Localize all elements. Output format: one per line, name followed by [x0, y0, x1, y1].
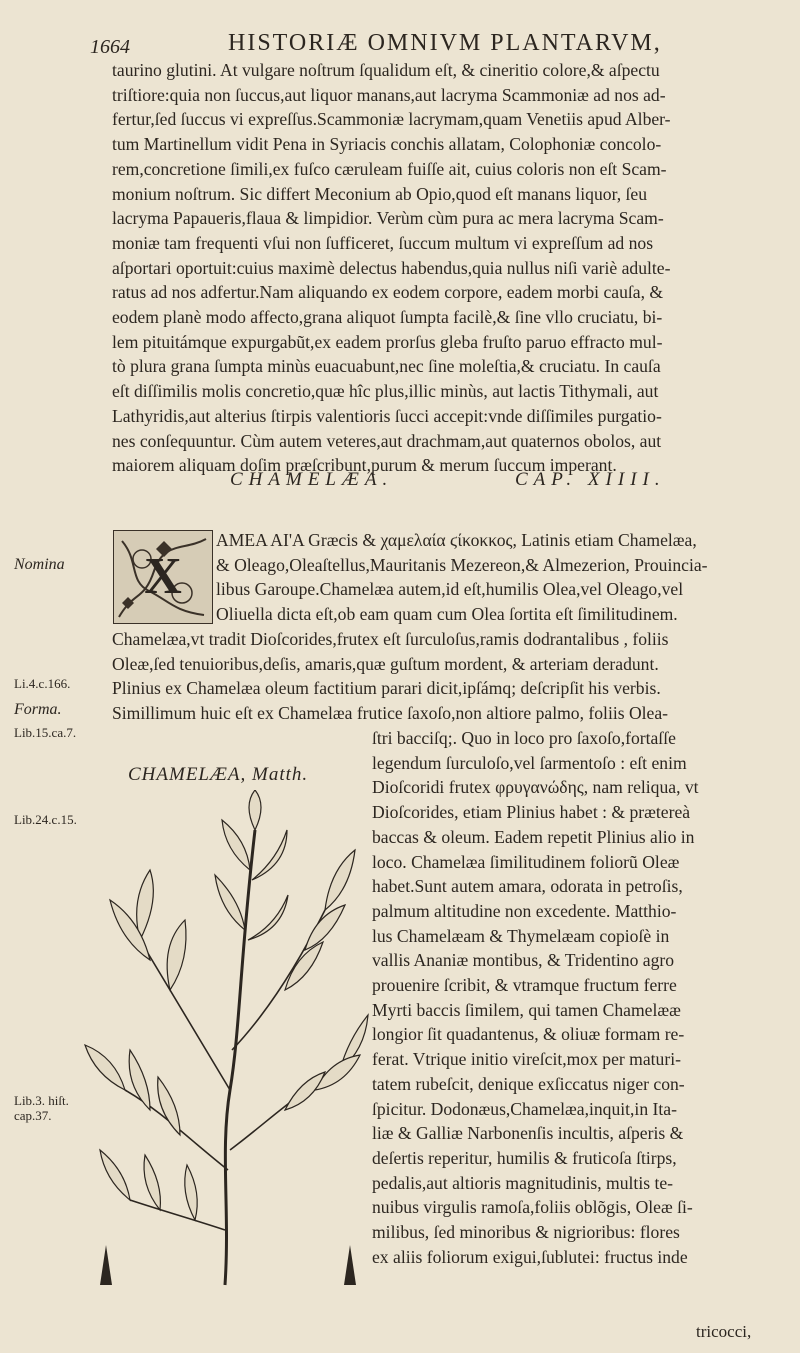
- text-line: eſt diſſimilis molis concretio,quæ hîc plus,illic minùs, aut lactis Tithymali, aut: [112, 381, 659, 402]
- plant-illustration: [80, 790, 370, 1290]
- text-line: eodem planè modo affecto,grana aliquot ſumpta facilè,& ſine vllo cruciatu, bi-: [112, 307, 663, 328]
- text-line: Plinius ex Chamelæa oleum factitium parari dicit,ipſámq; deſcripſit his verbis.: [112, 678, 661, 699]
- text-line: monium noſtrum. Sic differt Meconium ab Opio,quod eſt manans liquor, ſeu: [112, 183, 648, 204]
- text-line: ſpicitur. Dodonæus,Chamelæa,inquit,in Ita-: [372, 1098, 677, 1119]
- text-line: AMEA AI'A Græcis & χαμελαία ϛίκοκκος, Latinis etiam Chamelæa,: [216, 530, 697, 550]
- text-line: tum Martinellum vidit Pena in Syriacis conchis allatam, Colophoniæ concolo-: [112, 134, 662, 155]
- text-line: triſtiore:quia non ſuccus,aut liquor manans,aut lacryma Scammoniæ ad nos ad-: [112, 84, 666, 105]
- running-title: HISTORIÆ OMNIVM PLANTARVM,: [228, 30, 662, 56]
- text-line: ratus ad nos adfertur.Nam aliquando ex eodem corpore, eadem morbi cauſa, &: [112, 282, 664, 303]
- chapter-title: CHAMELÆA.: [230, 469, 394, 490]
- text-line: vallis Ananiæ montibus, & Tridentino agro: [372, 950, 675, 971]
- text-line: loco. Chamelæa ſimilitudinem foliorũ Oleæ: [372, 851, 680, 872]
- page-number: 1664: [90, 36, 130, 58]
- text-line: palmum altitudine non excedente. Matthio-: [372, 900, 677, 921]
- text-line: Simillimum huic eſt ex Chamelæa frutice ſaxoſo,non altiore palmo, foliis Olea-: [112, 703, 669, 724]
- text-line: libus Garoupe.Chamelæa autem,id eſt,humilis Olea,vel Oleago,vel: [216, 579, 684, 600]
- margin-note-nomina: Nomina: [14, 556, 65, 573]
- margin-note-reference: Li.4.c.166.: [14, 676, 71, 691]
- text-line: Dioſcorides, etiam Plinius habet : & prætereà: [372, 802, 691, 823]
- text-line: legendum ſurculoſo,vel ſarmentoſo : eſt enim: [372, 752, 687, 773]
- text-line: Oleæ,ſed tenuioribus,deſis, amaris,quæ guſtum mordent, & arteriam deradunt.: [112, 653, 659, 674]
- text-line: baccas & oleum. Eadem repetit Plinius alio in: [372, 826, 695, 847]
- text-line: ſtri bacciſq;. Quo in loco pro ſaxoſo,fortaſſe: [372, 728, 676, 748]
- text-line: liæ & Galliæ Narbonenſis incultis, aſperis &: [372, 1123, 684, 1144]
- text-line: prouenire ſcribit, & vtramque fructum ferre: [372, 975, 677, 996]
- text-line: lacryma Papaueris,flaua & limpidior. Verùm cùm pura ac mera lacryma Scam-: [112, 208, 664, 229]
- text-line: Dioſcoridi frutex φρυγανώδης, nam reliqua, vt: [372, 777, 699, 798]
- svg-text:X: X: [144, 548, 182, 605]
- plant-woodcut-icon: [80, 790, 370, 1290]
- text-line: nuibus virgulis ramoſa,foliis oblõgis, Oleæ ſi-: [372, 1197, 693, 1218]
- text-line: rem,concretione ſimili,ex fuſco cæruleam fuiſſe ait, cuius coloris non eſt Scam-: [112, 158, 667, 179]
- paragraph-2-body: [112, 627, 766, 726]
- chapter-number: CAP. XIIII.: [515, 469, 666, 490]
- text-line: moniæ tam frequenti vſui non ſufficeret, ſuccum multum vi expreſſum ad nos: [112, 232, 654, 253]
- catchword: tricocci,: [696, 1322, 752, 1341]
- margin-note-reference: Lib.3. hiſt. cap.37.: [14, 1093, 69, 1123]
- ornament-icon: [114, 531, 212, 623]
- margin-note-forma: Forma.: [14, 701, 62, 718]
- text-line: ferat. Vtrique initio vireſcit,mox per maturi-: [372, 1049, 681, 1070]
- decorated-initial: [113, 530, 213, 624]
- text-line: tò plura grana ſumpta minùs euacuabunt,nec ſine moleſtia,& cruciatu. In cauſa: [112, 356, 661, 377]
- paragraph-3: [372, 726, 766, 1269]
- text-line: habet.Sunt autem amara, odorata in petroſis,: [372, 876, 683, 897]
- text-line: nes conſequuntur. Cùm autem veteres,aut drachmam,aut quaternos obolos, aut: [112, 430, 662, 451]
- text-line: maiorem aliquam doſim præſcribunt,purum & merum ſuccum imperant.: [112, 455, 617, 476]
- paragraph-1: [112, 58, 766, 478]
- figure-caption: CHAMELÆA, Matth.: [128, 764, 309, 785]
- text-line: milibus, ſed minoribus & nigrioribus: flores: [372, 1222, 680, 1243]
- text-line: deſertis reperitur, humilis & fruticoſa ſtirps,: [372, 1147, 677, 1168]
- text-line: taurino glutini. At vulgare noſtrum ſqualidum eſt, & cineritio colore,& aſpectu: [112, 60, 660, 80]
- text-line: lem pituitámque expurgabũt,ex eadem prorſus gleba fruſto paruo effracto mul-: [112, 331, 663, 352]
- margin-note-reference: Lib.24.c.15.: [14, 812, 77, 827]
- text-line: Chamelæa,vt tradit Dioſcorides,frutex eſt ſurculoſus,ramis dodrantalibus , foliis: [112, 629, 669, 649]
- text-line: Myrti baccis ſimilem, qui tamen Chamelææ: [372, 999, 681, 1020]
- text-line: lus Chamelæam & Thymelæam copioſè in: [372, 925, 670, 946]
- margin-note-reference: Lib.15.ca.7.: [14, 725, 77, 740]
- text-line: & Oleago,Oleaſtellus,Mauritanis Mezereon,& Almezerion, Prouincia-: [216, 554, 708, 575]
- text-line: Lathyridis,aut alterius ſtirpis valentioris ſucci accepit:vnde diſſimiles purgatio-: [112, 405, 662, 426]
- paragraph-2-intro: [216, 528, 766, 627]
- text-line: pedalis,aut altioris magnitudinis, multis te-: [372, 1172, 674, 1193]
- text-line: tatem rubeſcit, denique exſiccatus niger con-: [372, 1073, 685, 1094]
- text-line: longior ſit quadantenus, & oliuæ formam re-: [372, 1024, 685, 1045]
- text-line: ex aliis foliorum exigui,ſublutei: fructus inde: [372, 1246, 688, 1267]
- page-header: [90, 30, 760, 60]
- text-line: aſportari oportuit:cuius maximè delectus habendus,quia nullus niſi variè adulte-: [112, 257, 671, 278]
- text-line: Oliuella dicta eſt,ob eam quam cum Olea ſortita eſt ſimilitudinem.: [216, 604, 678, 625]
- text-line: fertur,ſed ſuccus vi expreſſus.Scammoniæ lacrymam,quam Venetiis apud Alber-: [112, 109, 671, 130]
